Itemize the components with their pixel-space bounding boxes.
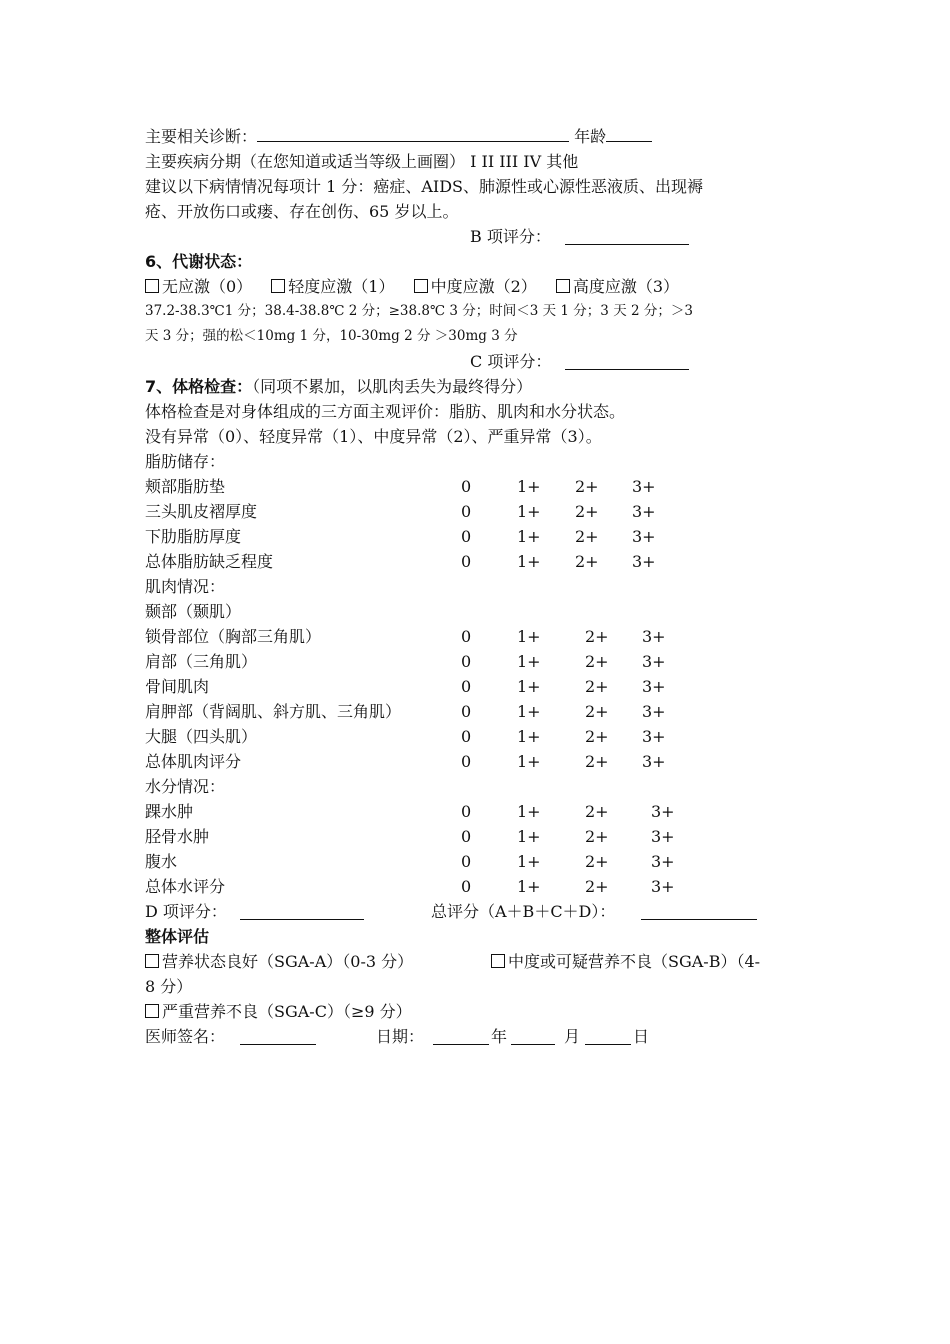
score-row-label: 大腿（四头肌） — [145, 727, 258, 746]
option-severe-label: 高度应激（3） — [572, 277, 680, 296]
score-option[interactable]: 1+ — [517, 877, 541, 896]
score-option[interactable]: 1+ — [517, 802, 541, 821]
score-option[interactable]: 1+ — [517, 677, 541, 696]
score-option[interactable]: 2+ — [575, 477, 599, 496]
score-option[interactable]: 2+ — [585, 652, 609, 671]
score-row-label: 颊部脂肪垫 — [145, 477, 226, 496]
score-option[interactable]: 1+ — [517, 552, 541, 571]
score-row — [145, 649, 815, 674]
score-option[interactable]: 2+ — [585, 677, 609, 696]
score-option[interactable]: 3+ — [651, 827, 675, 846]
score-row-label: 胫骨水肿 — [145, 827, 210, 846]
score-option[interactable]: 0 — [461, 752, 472, 771]
d-score-line — [145, 899, 815, 924]
checkbox-none[interactable] — [145, 279, 159, 293]
fat-rows — [145, 474, 815, 574]
total-score-label: 总评分（A＋B＋C＋D）： — [431, 902, 616, 921]
water-heading: 水分情况： — [145, 777, 226, 796]
c-score-line — [145, 349, 815, 374]
score-option[interactable]: 1+ — [517, 652, 541, 671]
metabolic-note-1: 37.2-38.3℃1 分；38.4-38.8℃ 2 分；≥38.8℃ 3 分；时间＜3 天 1 分；3 天 2 分；＞3 — [145, 303, 693, 319]
score-row — [145, 699, 815, 724]
score-row-label: 总体水评分 — [145, 877, 226, 896]
score-option[interactable]: 1+ — [517, 727, 541, 746]
score-option[interactable]: 1+ — [517, 627, 541, 646]
physical-desc-2: 没有异常（0）、轻度异常（1）、中度异常（2）、严重异常（3）。 — [145, 427, 602, 446]
score-option[interactable]: 1+ — [517, 827, 541, 846]
score-option[interactable]: 1+ — [517, 527, 541, 546]
sga-form-page — [145, 124, 815, 1049]
age-label: 年龄 — [574, 127, 607, 146]
score-row — [145, 524, 815, 549]
score-option[interactable]: 3+ — [651, 852, 675, 871]
muscle-temporal: 颞部（颞肌） — [145, 602, 242, 621]
score-option[interactable]: 3+ — [642, 752, 666, 771]
score-option[interactable]: 2+ — [585, 827, 609, 846]
score-row — [145, 549, 815, 574]
sga-b-continued: 8 分） — [145, 977, 193, 996]
day-blank[interactable] — [585, 1027, 631, 1045]
score-option[interactable]: 3+ — [632, 502, 656, 521]
score-option[interactable]: 2+ — [585, 702, 609, 721]
c-score-blank[interactable] — [565, 352, 689, 370]
option-mild-label: 轻度应激（1） — [288, 277, 395, 296]
checkbox-sga-a[interactable] — [145, 954, 159, 968]
b-score-blank[interactable] — [565, 227, 689, 245]
metabolic-title: 6、代谢状态： — [145, 252, 253, 271]
sga-a-label: 营养状态良好（SGA-A）（0-3 分） — [162, 952, 414, 971]
score-option[interactable]: 2+ — [585, 802, 609, 821]
muscle-heading: 肌肉情况： — [145, 577, 226, 596]
date-label: 日期： — [376, 1027, 425, 1046]
b-score-line — [145, 224, 815, 249]
score-option[interactable]: 0 — [461, 802, 472, 821]
score-option[interactable]: 1+ — [517, 852, 541, 871]
diagnosis-label: 主要相关诊断： — [145, 127, 258, 146]
score-option[interactable]: 2+ — [585, 852, 609, 871]
score-row-label: 骨间肌肉 — [145, 677, 210, 696]
score-option[interactable]: 0 — [461, 702, 472, 721]
score-row-label: 总体肌肉评分 — [145, 752, 242, 771]
signature-line — [145, 1024, 815, 1049]
checkbox-severe[interactable] — [556, 279, 570, 293]
score-option[interactable]: 1+ — [517, 502, 541, 521]
score-row — [145, 474, 815, 499]
score-option[interactable]: 0 — [461, 727, 472, 746]
score-row-label: 三头肌皮褶厚度 — [145, 502, 258, 521]
diagnosis-line — [145, 124, 815, 149]
year-blank[interactable] — [433, 1027, 489, 1045]
score-option[interactable]: 3+ — [651, 877, 675, 896]
b-score-label: B 项评分： — [470, 227, 551, 246]
score-option[interactable]: 0 — [461, 477, 472, 496]
score-row — [145, 874, 815, 899]
score-row — [145, 724, 815, 749]
score-option[interactable]: 3+ — [632, 477, 656, 496]
physical-desc-1: 体格检查是对身体组成的三方面主观评价：脂肪、肌肉和水分状态。 — [145, 402, 626, 421]
score-option[interactable]: 2+ — [575, 527, 599, 546]
score-row — [145, 824, 815, 849]
score-option[interactable]: 3+ — [642, 627, 666, 646]
score-option[interactable]: 2+ — [575, 502, 599, 521]
water-rows — [145, 799, 815, 899]
metabolic-note-2: 天 3 分；强的松＜10mg 1 分，10-30mg 2 分 ＞30mg 3 分 — [145, 328, 518, 344]
score-option[interactable]: 0 — [461, 652, 472, 671]
overall-options-row1 — [145, 949, 815, 974]
signature-label: 医师签名： — [145, 1027, 226, 1046]
day-label: 日 — [633, 1027, 650, 1046]
score-option[interactable]: 3+ — [642, 677, 666, 696]
score-row-label: 肩部（三角肌） — [145, 652, 258, 671]
score-row-label: 腹水 — [145, 852, 178, 871]
signature-blank[interactable] — [240, 1027, 316, 1045]
total-score-blank[interactable] — [641, 902, 757, 920]
physical-title-note: （同项不累加，以肌肉丢失为最终得分） — [252, 377, 533, 396]
score-option[interactable]: 2+ — [585, 727, 609, 746]
checkbox-moderate[interactable] — [414, 279, 428, 293]
physical-title-line — [145, 374, 815, 399]
score-row-label: 下肋脂肪厚度 — [145, 527, 242, 546]
score-option[interactable]: 1+ — [517, 477, 541, 496]
overall-options-row2 — [145, 999, 815, 1024]
muscle-rows — [145, 624, 815, 774]
score-option[interactable]: 1+ — [517, 752, 541, 771]
month-blank[interactable] — [511, 1027, 555, 1045]
overall-title: 整体评估 — [145, 927, 210, 946]
score-option[interactable]: 0 — [461, 677, 472, 696]
fat-heading: 脂肪储存： — [145, 452, 226, 471]
d-score-label: D 项评分： — [145, 902, 227, 921]
score-row-label: 总体脂肪缺乏程度 — [145, 552, 274, 571]
diagnosis-blank[interactable] — [257, 124, 569, 142]
option-none-label: 无应激（0） — [162, 277, 253, 296]
option-moderate-label: 中度应激（2） — [430, 277, 537, 296]
score-option[interactable]: 3+ — [642, 727, 666, 746]
score-option[interactable]: 0 — [461, 552, 472, 571]
metabolic-options — [145, 274, 815, 299]
score-row — [145, 849, 815, 874]
suggest-line-1: 建议以下病情情况每项计 1 分：癌症、AIDS、肺源性或心源性恶液质、出现褥 — [145, 177, 704, 196]
physical-title: 7、体格检查： — [145, 377, 253, 396]
score-row — [145, 624, 815, 649]
score-row — [145, 499, 815, 524]
score-option[interactable]: 2+ — [585, 752, 609, 771]
score-option[interactable]: 3+ — [651, 802, 675, 821]
year-label: 年 — [491, 1027, 508, 1046]
checkbox-sga-c[interactable] — [145, 1004, 159, 1018]
score-row-label: 锁骨部位（胸部三角肌） — [145, 627, 322, 646]
score-row-label: 踝水肿 — [145, 802, 194, 821]
score-row — [145, 749, 815, 774]
sga-b-label: 中度或可疑营养不良（SGA-B）（4- — [508, 952, 761, 971]
checkbox-sga-b[interactable] — [491, 954, 505, 968]
score-option[interactable]: 0 — [461, 502, 472, 521]
score-option[interactable]: 3+ — [642, 652, 666, 671]
score-option[interactable]: 1+ — [517, 702, 541, 721]
score-option[interactable]: 2+ — [585, 877, 609, 896]
score-option[interactable]: 3+ — [632, 527, 656, 546]
score-option[interactable]: 0 — [461, 877, 472, 896]
age-blank[interactable] — [606, 124, 652, 142]
score-row-label: 肩胛部（背阔肌、斜方肌、三角肌） — [145, 702, 402, 721]
score-option[interactable]: 2+ — [575, 552, 599, 571]
score-option[interactable]: 0 — [461, 527, 472, 546]
score-option[interactable]: 2+ — [585, 627, 609, 646]
score-option[interactable]: 0 — [461, 852, 472, 871]
suggest-line-2: 疮、开放伤口或瘘、存在创伤、65 岁以上。 — [145, 202, 459, 221]
checkbox-mild[interactable] — [271, 279, 285, 293]
c-score-label: C 项评分： — [470, 352, 552, 371]
score-option[interactable]: 0 — [461, 627, 472, 646]
score-option[interactable]: 3+ — [642, 702, 666, 721]
d-score-blank[interactable] — [240, 902, 364, 920]
score-row — [145, 799, 815, 824]
score-option[interactable]: 3+ — [632, 552, 656, 571]
stage-line: 主要疾病分期（在您知道或适当等级上画圈） I II III IV 其他 — [145, 152, 579, 171]
score-row — [145, 674, 815, 699]
score-option[interactable]: 0 — [461, 827, 472, 846]
sga-c-label: 严重营养不良（SGA-C）（≥9 分） — [162, 1002, 412, 1021]
month-label: 月 — [564, 1027, 581, 1046]
